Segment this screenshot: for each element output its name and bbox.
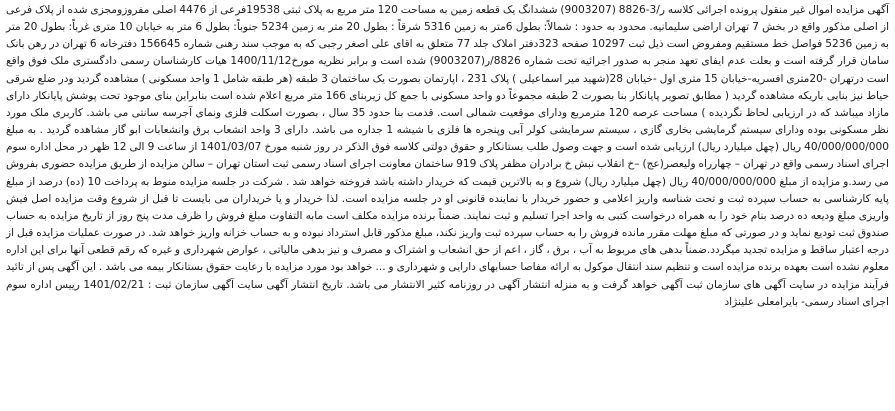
notice-body-text: آگهی مزایده اموال غیر منقول پرونده اجرائی کلاسه ر/3-8826 (9003207) ششدانگ یک قطعه زمین به مساحت 120 متر مربع به پلاک ثبتی 19538فرعی از 4476 اصلی مفروزومجزی شده از پلاک فرعی از اصلی مذکور واقع در بخش 7 تهران اراضی سلیمانیه. محدود به حدود : شمالاً: بطول 6متر به زمین 5316 شرقاً : بطول 20 متر به زمین 5234 جنوباً: بطول 6 متر به خیابان 10 متری غرباً: بطول 20 متر به زمین 5236 فواصل خط مستقیم ومفروض است ذیل ثبت 10297 صفحه 323دفتر املاک جلد 77 متعلق به اقای علی اصغر رجبی که به موجب سند رهنی شماره 156645 دفترخانه 6 تهران در رهن بانک سامان قرار گرفته است و بعلت عدم ایفای تعهد منجر به صدور اجرائیه تحت شماره 8826/ر(9003207) شده است و برابر نظریه مورخ1400/11/12 هیات کارشناسان رسمی دادگستری ملک فوق واقع است درتهران -20متری افسریه-خیابان 15 متری اول -خیابان 28(شهید میر اسماعیلی ) پلاک 231 ، اپارتمان بصورت یک ساختمان 3 طبقه (هر طبقه شامل 1 واحد مسکونی ) مشاهده گردید ودر ضلع شرقی حیاط نیز بنایی باریکه مشاهده گردید ( مطابق تصویر پایانکار بنا بصورت 2 طبقه مجموعاً دو واحد مسکونی با جمع کل زیربنای 166 متر مربع اعلام شده است بنابراین بنای موجود تحت پوشش پایانکار دارای مازاد میباشد که در ارزیابی لحاظ نگردیده ) مساحت عرصه 120 مترمربع ودارای موقعیت شمالی است. قدمت بنا حدود 35 سال ، بصورت اسکلت فلزی ونمای آجرسه سانتی می باشد. کاربری ملک مورد نظر مسکونی بوده ودارای سیستم گرمایشی بخاری گازی ، سیستم سرمایشی کولر آبی وپنجره ها فلزی با شیشه 1 جداره می باشد. دارای 3 واحد انشعاب برق وانشعابات ابو گاز مشاهده گردید . به مبلغ 40/000/000/000 ریال (چهل میلیارد ریال) ارزیابی شده است و جهت وصول طلب بستانکار و حقوق دولتی کلاسه فوق الذکر در روز شنبه مورخ 1401/03/07 از ساعت 9 الی 12 ظهر در محل اداره سوم اجرای اسناد رسمی واقع در تهران – چهارراه ولیعصر(عج) –خ انقلاب نبش خ برادران مظفر پلاک 919 ساختمان معاونت اجرای اسناد رسمی ثبت استان تهران – سالن مزایده از طریق مزایده حضوری بفروش می رسد.و مزایده از مبلغ 40/000/000/000 ریال (چهل میلیارد ریال) شروع و به بالاترین قیمت که خریدار داشته باشد فروخته خواهد شد . شرکت در جلسه مزایده منوط به پرداخت 10 (ده) درصد از مبلغ پایه کارشناسی به حساب سپرده ثبت و تحت شناسه واریز اعلامی و حضور خریدار یا نماینده قانونی او در جلسه مزایده است. لذا خریدار و یا خریداران می بایست تا قبل از شروع وقت مزایده اصل فیش واریزی مبلغ ودیعه ده درصد بنام خود را به همراه درخواست کتبی به واحد اجرا تسلیم و ثبت نمایند. ضمناً برنده مزایده مکلف است مابه التفاوت مبلغ فروش را ظرف مدت پنج روز از تاریخ مزایده به حساب صندوق ثبت تودیع نماید و در صورتی که مبلغ مهلت مقرر مانده فروش را به حساب سپرده ثبت واریز نکند، مبلغ مذکور قابل استرداد نبوده و به حساب خزانه واریز خواهد شد. در صورت عملیات مزایده قبل از درجه اعتبار ساقط و مزایده تجدید میگردد.ضمناً بدهی های مربوط به آب ، برق ، گاز ، اعم از حق انشعاب و اشتراک و مصرف و نیز بدهی مالیاتی ، عوارض شهرداری و غیره که رقم قطعی آنها برای این اداره معلوم نشده است بعهده برنده مزایده است و تنظیم سند انتقال موکول به ارائه مفاصا حسابهای دارایی و شهرداری و ... خواهد بود مورد مزایده با رعایت حقوق بستانکار بیمه می باشد . این آگهی پس از تائید فرآیند مزایده در سایت آگهی های سازمان ثبت آگهی خواهد گرفت و به منزله انتشار آگهی در روزنامه کثیر الانتشار می باشد. تاریخ انتشار آگهی سایت آگهی سازمان ثبت : 1401/02/21 رییس اداره سوم اجرای اسناد رسمی- بایرامعلی علینژاد bbox=[6, 4, 890, 308]
